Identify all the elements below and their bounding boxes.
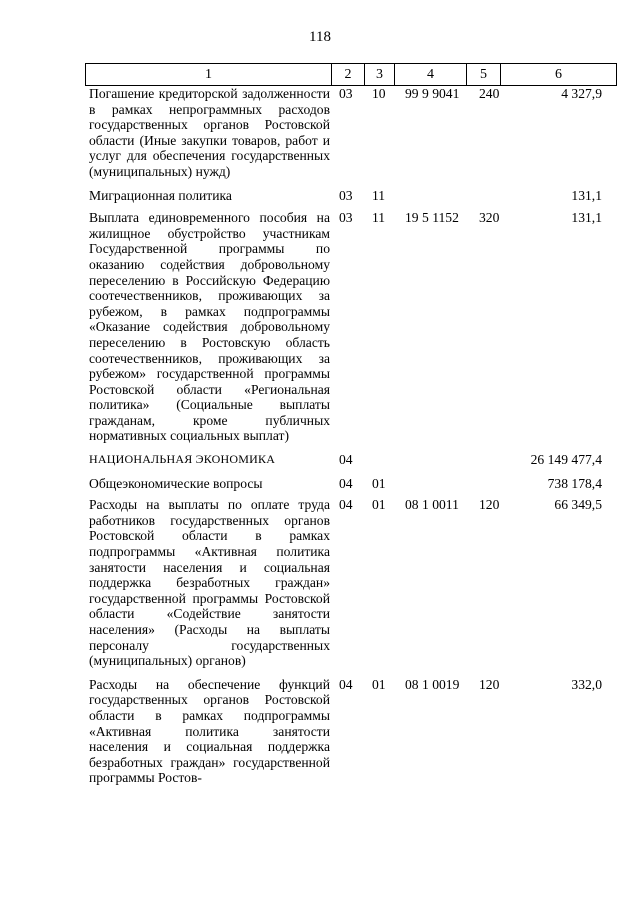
row-section-code: 04: [339, 497, 353, 513]
row-expense-type-code: 320: [479, 210, 500, 226]
row-name: Выплата единовременного пособия на жилищное обустройство участникам Государственной программы по оказанию содействия добровольному переселению в Российскую Федерацию соотечественников, проживающих за рубежом, в рамках подпрограммы «Оказание содействия добровольному переселению в Ростовскую область соотечественников, проживающих за рубежом» государственной программы Ростовской области «Региональная политика» (Социальные выплаты гражданам, кроме публичных нормативных социальных выплат): [89, 210, 330, 444]
table-row: [85, 677, 616, 786]
row-amount: 4 327,9: [561, 86, 602, 101]
page-number: 118: [309, 29, 331, 45]
header-col-5: 5: [467, 64, 501, 86]
row-subsection-code: 01: [372, 475, 386, 491]
row-section-code: 04: [339, 452, 353, 468]
row-name: НАЦИОНАЛЬНАЯ ЭКОНОМИКА: [89, 452, 276, 467]
row-target-code: 08 1 0019: [405, 676, 460, 692]
row-section-code: 04: [339, 475, 353, 491]
row-section-code: 03: [339, 86, 353, 101]
row-subsection-code: 01: [372, 497, 386, 513]
row-amount: 332,0: [571, 676, 602, 692]
row-amount: 131,1: [571, 210, 602, 226]
table-row: [85, 210, 616, 444]
header-col-3: 3: [365, 64, 395, 86]
table-row: [85, 86, 616, 180]
row-name: Погашение кредиторской задолженности в рамках непрограммных расходов государственных органов Ростовской области (Иные закупки товаров, работ и услуг для обеспечения государственных (муниципальных) нужд): [89, 86, 330, 179]
row-expense-type-code: 240: [479, 86, 500, 101]
row-target-code: 08 1 0011: [405, 497, 459, 513]
row-amount: 131,1: [571, 187, 602, 203]
row-target-code: 99 9 9041: [405, 86, 460, 101]
table-row: [85, 452, 616, 468]
row-amount: 66 349,5: [554, 497, 602, 513]
row-target-code: 19 5 1152: [405, 210, 459, 226]
row-section-code: 03: [339, 187, 353, 203]
table-header: [85, 63, 617, 86]
row-expense-type-code: 120: [479, 676, 500, 692]
table-row: [85, 497, 616, 669]
row-section-code: 04: [339, 676, 353, 692]
row-expense-type-code: 120: [479, 497, 500, 513]
row-amount: 738 178,4: [547, 475, 602, 491]
row-section-code: 03: [339, 210, 353, 226]
row-subsection-code: 01: [372, 676, 386, 692]
header-col-6: 6: [501, 64, 617, 86]
row-subsection-code: 11: [372, 210, 386, 226]
table-body: [85, 86, 616, 786]
row-name: Миграционная политика: [89, 187, 232, 203]
table-row: [85, 188, 616, 204]
header-col-1: 1: [86, 64, 332, 86]
row-subsection-code: 11: [372, 187, 386, 203]
row-name: Общеэкономические вопросы: [89, 475, 263, 491]
table-row: [85, 476, 616, 492]
row-amount: 26 149 477,4: [530, 452, 602, 468]
row-name: Расходы на выплаты по оплате труда работников государственных органов Ростовской области в рамках подпрограммы «Активная политика занятости населения и социальная поддержка безработных граждан» государственной программы Ростовской области «Содействие занятости населения» (Расходы на выплаты персоналу государственных (муниципальных) органов): [89, 497, 330, 669]
header-col-2: 2: [332, 64, 365, 86]
header-col-4: 4: [395, 64, 467, 86]
row-subsection-code: 10: [372, 86, 386, 101]
row-name: Расходы на обеспечение функций государственных органов Ростовской области в рамках подпрограммы «Активная политика занятости населения и социальная поддержка безработных граждан» государственной программы Ростов-: [89, 676, 330, 786]
